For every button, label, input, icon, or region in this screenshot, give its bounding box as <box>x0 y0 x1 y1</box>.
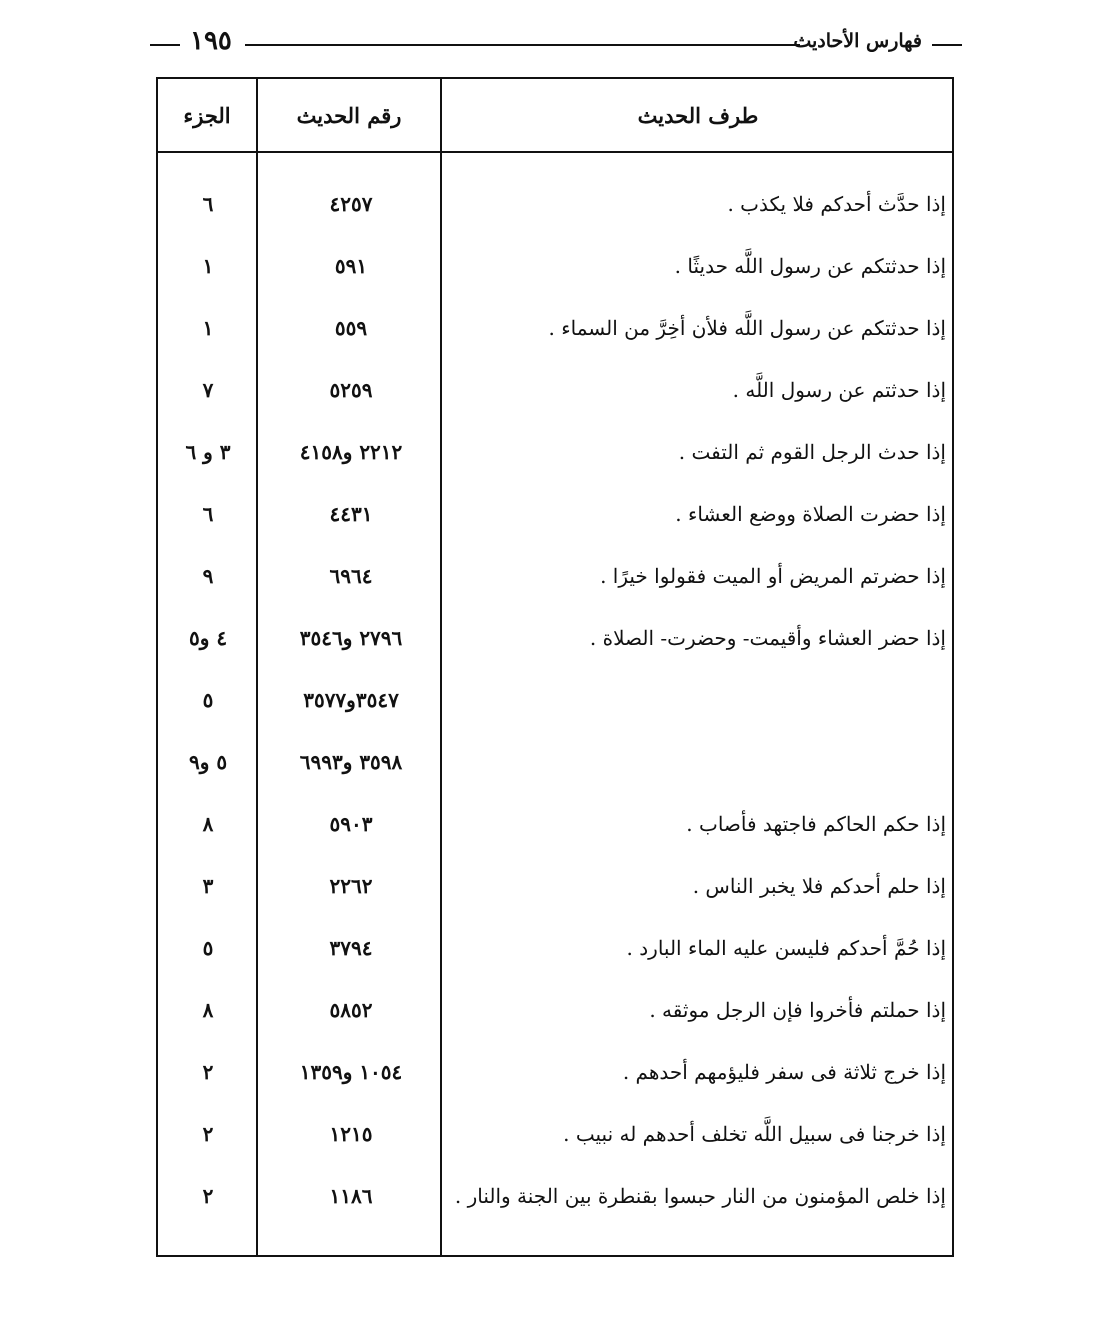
volume-number: ٥ <box>202 688 214 712</box>
volume-number: ٢ <box>202 1060 214 1084</box>
hadith-number: ٢٢٦٢ <box>329 874 373 898</box>
table-row <box>158 297 952 359</box>
hadith-text: إذا حضرتم المريض أو الميت فقولوا خيرًا . <box>600 564 946 588</box>
hadith-text: إذا حلم أحدكم فلا يخبر الناس . <box>692 874 946 898</box>
hadith-text: إذا حدث الرجل القوم ثم التفت . <box>678 440 946 464</box>
volume-number: ٣ و ٦ <box>185 440 231 464</box>
hadith-number: ١٠٥٤ و١٣٥٩ <box>299 1060 403 1084</box>
table-row <box>158 793 952 855</box>
table-row <box>158 483 952 545</box>
volume-number: ٥ <box>202 936 214 960</box>
volume-number: ٧ <box>202 378 214 402</box>
volume-number: ٤ و٥ <box>188 626 228 650</box>
hadith-text: إذا خلص المؤمنون من النار حبسوا بقنطرة بين الجنة والنار . <box>454 1184 946 1208</box>
hadith-text: إذا خرج ثلاثة فى سفر فليؤمهم أحدهم . <box>622 1060 946 1084</box>
table-row <box>158 917 952 979</box>
table-row <box>158 1165 952 1227</box>
hadith-text: إذا حدَّث أحدكم فلا يكذب . <box>727 192 946 216</box>
hadith-number: ١٢١٥ <box>329 1122 373 1146</box>
table-row <box>158 1041 952 1103</box>
column-header-hadith-text: طرف الحديث <box>637 102 759 128</box>
table-row <box>158 235 952 297</box>
hadith-number: ٥٥٩ <box>334 316 368 340</box>
table-row <box>158 607 952 669</box>
table-row <box>158 855 952 917</box>
hadith-text <box>446 669 946 731</box>
hadith-text: إذا حدثتكم عن رسول اللَّه حديثًا . <box>674 254 946 278</box>
hadith-number: ٣٥٤٧و٣٥٧٧ <box>303 688 399 712</box>
hadith-number: ٢٧٩٦ و٣٥٤٦ <box>299 626 403 650</box>
volume-number: ٨ <box>202 998 214 1022</box>
hadith-number: ٥٩٠٣ <box>329 812 373 836</box>
volume-number: ٣ <box>202 874 214 898</box>
hadith-text: إذا خرجنا فى سبيل اللَّه تخلف أحدهم له نبيب . <box>563 1122 946 1146</box>
hadith-number: ٣٧٩٤ <box>329 936 373 960</box>
hadith-text: إذا حكم الحاكم فاجتهد فأصاب . <box>686 812 946 836</box>
hadith-index-table <box>156 77 954 1257</box>
table-row <box>158 359 952 421</box>
header-rule-right-end <box>932 44 962 46</box>
table-row <box>158 545 952 607</box>
volume-number: ١ <box>202 316 214 340</box>
volume-number: ٥ و٩ <box>188 750 228 774</box>
hadith-number: ٥٨٥٢ <box>329 998 373 1022</box>
volume-number: ٩ <box>202 564 214 588</box>
hadith-number: ٥٢٥٩ <box>329 378 373 402</box>
page-number: ١٩٥ <box>190 26 232 56</box>
volume-number: ٢ <box>202 1122 214 1146</box>
column-header-volume: الجزء <box>183 102 231 128</box>
volume-number: ٦ <box>202 502 214 526</box>
hadith-text: إذا حدثتكم عن رسول اللَّه فلأن أخِرَّ من السماء . <box>548 316 946 340</box>
column-header-hadith-number: رقم الحديث <box>296 102 402 128</box>
hadith-text: إذا حضرت الصلاة ووضع العشاء . <box>675 502 946 526</box>
hadith-text: إذا حملتم فأخروا فإن الرجل موثقه . <box>649 998 946 1022</box>
volume-number: ٢ <box>202 1184 214 1208</box>
hadith-number: ٥٩١ <box>334 254 368 278</box>
volume-number: ١ <box>202 254 214 278</box>
hadith-number: ١١٨٦ <box>329 1184 373 1208</box>
hadith-text: إذا حدثتم عن رسول اللَّه . <box>732 378 946 402</box>
hadith-text: إذا حضر العشاء وأقيمت- وحضرت- الصلاة . <box>589 626 946 650</box>
hadith-number: ٢٢١٢ و٤١٥٨ <box>299 440 403 464</box>
table-row <box>158 173 952 235</box>
page-header <box>150 26 962 62</box>
running-title: فهارس الأحاديث <box>793 30 922 52</box>
header-rule-middle <box>245 44 800 46</box>
table-row <box>158 731 952 793</box>
hadith-number: ٣٥٩٨ و٦٩٩٣ <box>299 750 403 774</box>
hadith-text <box>446 731 946 793</box>
volume-number: ٨ <box>202 812 214 836</box>
hadith-text: إذا حُمَّ أحدكم فليسن عليه الماء البارد . <box>626 936 946 960</box>
hadith-number: ٦٩٦٤ <box>329 564 373 588</box>
header-rule-left-end <box>150 44 180 46</box>
table-row <box>158 1103 952 1165</box>
hadith-number: ٤٢٥٧ <box>329 192 373 216</box>
table-row <box>158 669 952 731</box>
table-row <box>158 979 952 1041</box>
table-row <box>158 421 952 483</box>
header-divider <box>158 151 952 153</box>
volume-number: ٦ <box>202 192 214 216</box>
hadith-number: ٤٤٣١ <box>329 502 373 526</box>
